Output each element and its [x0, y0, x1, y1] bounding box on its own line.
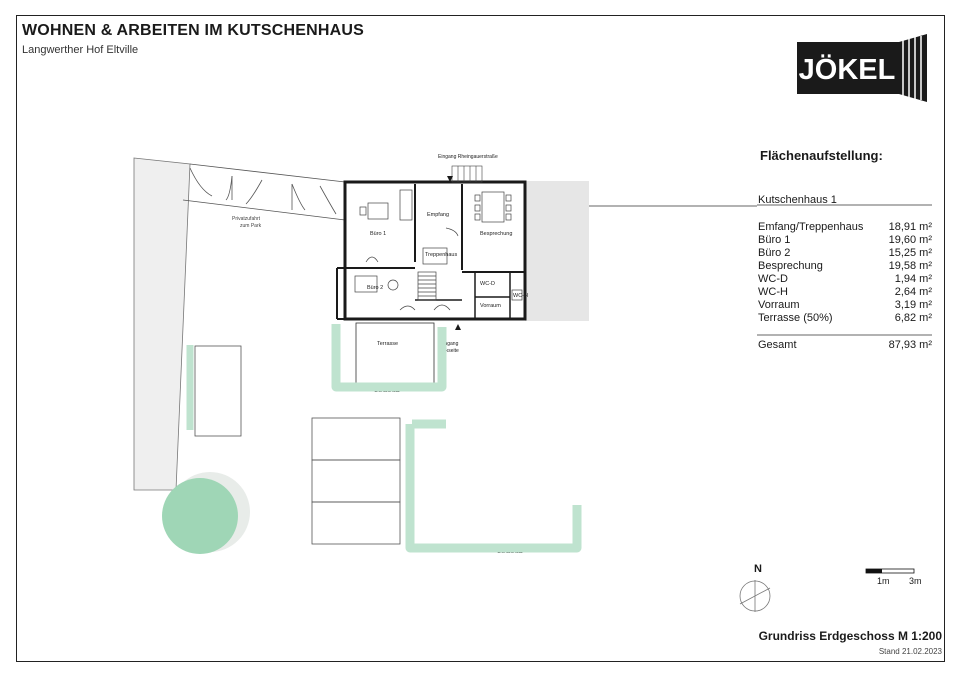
- label-parkseite: Parkseite: [438, 348, 459, 354]
- page-title: WOHNEN & ARBEITEN IM KUTSCHENHAUS: [22, 22, 365, 39]
- area-row: WC-H 2,64 m²: [758, 286, 932, 298]
- area-row: WC-D 1,94 m²: [758, 273, 932, 285]
- label-wch: WC-H: [513, 293, 528, 299]
- neighbour-shade: [525, 181, 589, 321]
- label-empfang: Empfang: [427, 212, 450, 218]
- label-buero2: Büro 2: [367, 285, 384, 291]
- label-besprechung: Besprechung: [480, 231, 513, 237]
- boundary-wall: [134, 158, 190, 490]
- area-row: Vorraum 3,19 m²: [758, 299, 932, 311]
- label-treppenhaus: Treppenhaus: [425, 252, 458, 258]
- north-label: N: [754, 563, 762, 575]
- garden-shed: [195, 346, 241, 436]
- label-zum-park: zum Park: [240, 223, 262, 229]
- terrace: [356, 323, 434, 383]
- label-wcd: WC-D: [480, 281, 495, 287]
- scale-label-2: 3m: [909, 576, 922, 586]
- compass-icon: [740, 580, 770, 612]
- label-eingang-park: Eingang: [440, 341, 459, 347]
- area-total-row: Gesamt 87,93 m²: [758, 339, 932, 351]
- label-buero1: Büro 1: [370, 231, 387, 237]
- furniture: [355, 190, 522, 310]
- hedges: [336, 324, 577, 548]
- driveway-gates: [183, 164, 345, 220]
- area-row: Besprechung 19,58 m²: [758, 260, 932, 272]
- parking-spaces: [312, 418, 400, 544]
- label-vorraum: Vorraum: [480, 303, 501, 309]
- label-terrasse: Terrasse: [377, 341, 399, 347]
- page-subtitle: Langwerther Hof Eltville: [22, 44, 139, 56]
- entry-stairs: [452, 166, 482, 182]
- label-private-zufahrt: Privatzufahrt: [232, 216, 261, 222]
- area-summary-building: Kutschenhaus 1: [758, 194, 837, 206]
- area-row: Emfang/Treppenhaus 18,91 m²: [758, 221, 932, 233]
- scale-label-1: 1m: [877, 576, 890, 586]
- logo-text: JÖKEL: [798, 54, 896, 86]
- area-row: Terrasse (50%) 6,82 m²: [758, 312, 932, 324]
- scale-bar: [866, 569, 914, 573]
- drawing-date: Stand 21.02.2023: [878, 647, 942, 656]
- label-eingang-rhein: Eingang Rheingauerstraße: [438, 154, 498, 160]
- area-row: Büro 2 15,25 m²: [758, 247, 932, 259]
- area-row: Büro 1 19,60 m²: [758, 234, 932, 246]
- building: [337, 182, 525, 319]
- entry-arrow-park: [455, 324, 461, 330]
- label-sichtschutz-1: Sichtschutz: [374, 388, 400, 394]
- area-summary-heading: Flächenaufstellung:: [760, 148, 883, 163]
- label-sichtschutz-2: Sichtschutz: [497, 549, 523, 555]
- drawing-caption: Grundriss Erdgeschoss M 1:200: [758, 629, 942, 643]
